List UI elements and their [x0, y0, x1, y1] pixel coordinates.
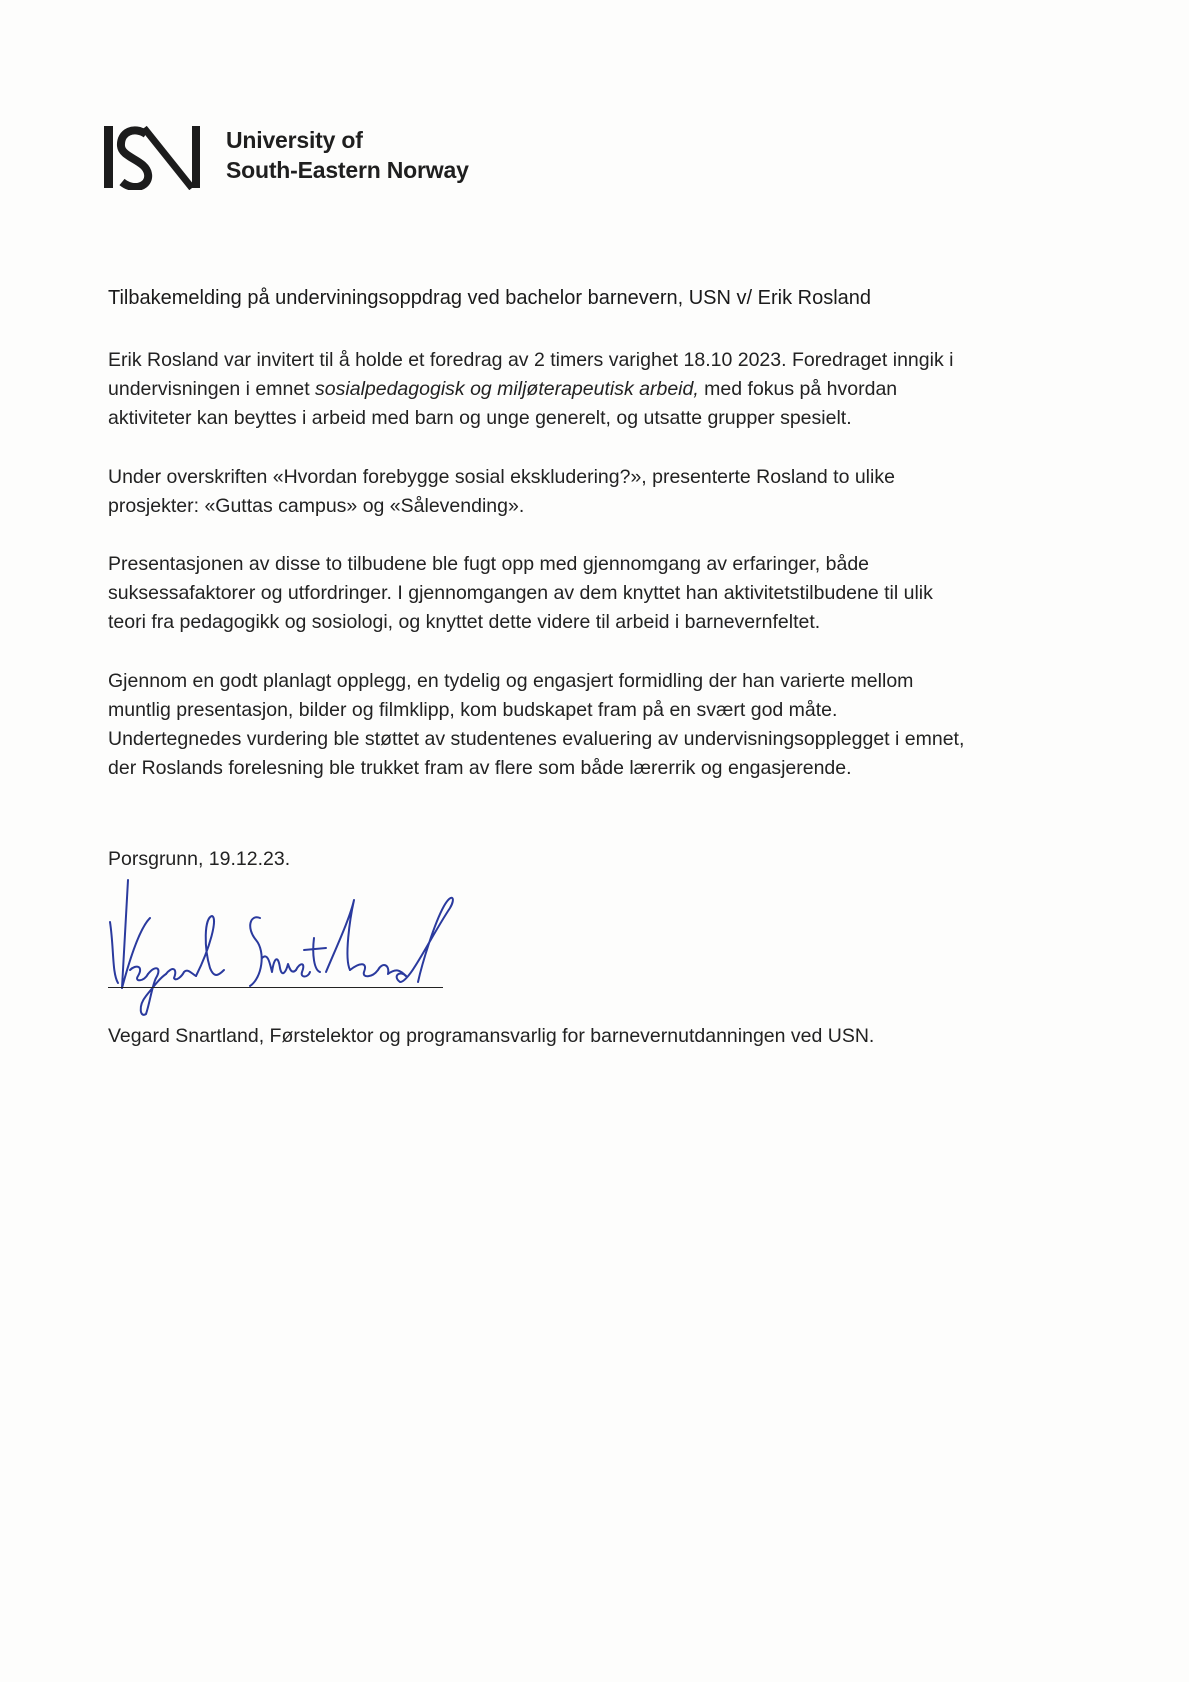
paragraph-line [108, 375, 1088, 404]
handwritten-signature [100, 878, 460, 1018]
paragraph-line: prosjekter: «Guttas campus» og «Sålevending». [108, 495, 525, 517]
organization-name [226, 125, 469, 185]
paragraph-line: Presentasjonen av disse to tilbudene ble fugt opp med gjennomgang av erfaringer, både [108, 553, 870, 575]
paragraph-line: Erik Rosland var invitert til å holde et foredrag av 2 timers varighet 18.10 2023. Foredraget inngik i [108, 349, 954, 371]
paragraph-line: teori fra pedagogikk og sosiologi, og knyttet dette videre til arbeid i barnevernfeltet. [108, 611, 821, 633]
org-line-2: South-Eastern Norway [226, 157, 469, 183]
paragraph-line: muntlig presentasjon, bilder og filmklipp, kom budskapet fram på en svært god måte. [108, 699, 838, 721]
paragraph-1 [108, 346, 1088, 433]
place-date: Porsgrunn, 19.12.23. [108, 848, 291, 870]
paragraph-line: Gjennom en godt planlagt opplegg, en tydelig og engasjert formidling der han varierte mellom [108, 670, 914, 692]
paragraph-line: Undertegnedes vurdering ble støttet av studentenes evaluering av undervisningsopplegget i emnet, [108, 728, 965, 750]
org-line-1: University of [226, 127, 363, 153]
signer-name-title: Vegard Snartland, Førstelektor og programansvarlig for barnevernutdanningen ved USN. [108, 1025, 875, 1047]
signature-line [108, 987, 443, 988]
paragraph-2 [108, 463, 1088, 521]
paragraph-line: aktiviteter kan beyttes i arbeid med barn og unge generelt, og utsatte grupper spesielt. [108, 407, 852, 429]
text-segment: med fokus på hvordan [698, 378, 898, 400]
letter-title: Tilbakemelding på underviningsoppdrag ved bachelor barnevern, USN v/ Erik Rosland [108, 287, 872, 309]
text-segment: undervisningen i emnet [108, 378, 316, 400]
paragraph-line: Under overskriften «Hvordan forebygge sosial ekskludering?», presenterte Rosland to ulike [108, 466, 895, 488]
paragraph-line: suksessafaktorer og utfordringer. I gjennomgangen av dem knyttet han aktivitetstilbudene til ulik [108, 582, 933, 604]
course-name: sosialpedagogisk og miljøterapeutisk arbeid, [315, 378, 699, 400]
usn-logo [104, 124, 209, 190]
paragraph-3 [108, 550, 1088, 637]
paragraph-4 [108, 667, 1088, 783]
paragraph-line: der Roslands forelesning ble trukket fram av flere som både lærerrik og engasjerende. [108, 757, 852, 779]
